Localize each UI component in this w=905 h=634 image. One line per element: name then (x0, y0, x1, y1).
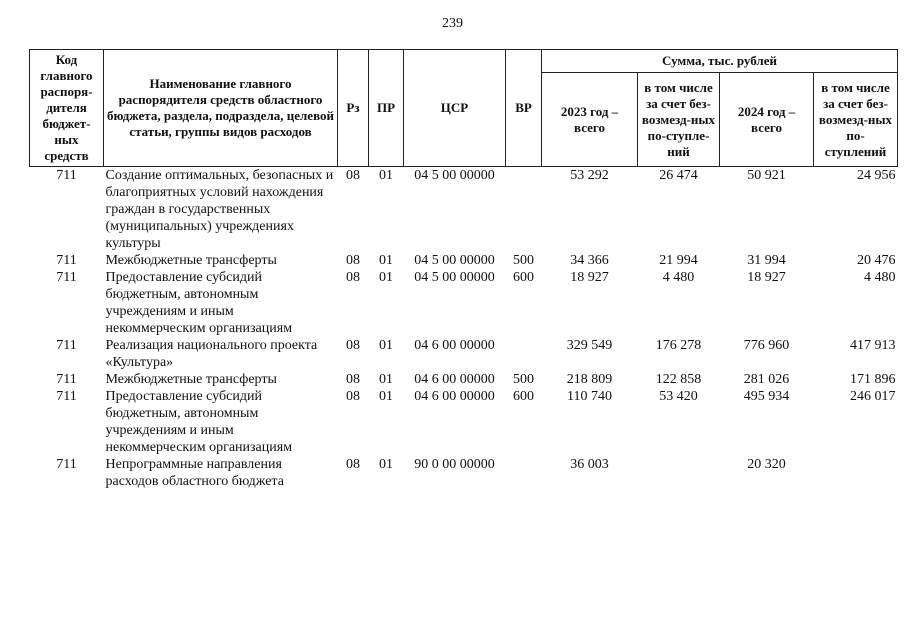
cell-2023-total: 53 292 (570, 168, 609, 183)
cell-2024-free: 417 913 (850, 338, 896, 353)
cell-2023-free: 176 278 (655, 338, 702, 353)
cell-rz: 08 (346, 338, 360, 353)
cell-name: Межбюджетные трансферты (105, 253, 277, 268)
cell-vr (506, 167, 542, 253)
cell-2024-free: 20 476 (857, 253, 896, 268)
budget-table (29, 49, 898, 494)
cell-2024-free (814, 456, 898, 494)
cell-code: 711 (56, 389, 77, 404)
cell-2024-total: 495 934 (743, 389, 790, 404)
cell-rz: 08 (346, 372, 360, 387)
table-row (30, 252, 898, 269)
cell-csr: 90 0 00 00000 (414, 457, 495, 472)
cell-name: Непрограммные направления расходов областного бюджета (105, 457, 284, 489)
table-row (30, 456, 898, 494)
header-2023-free: в том числе за счет без-возмезд-ных по-ступле-ний (638, 73, 720, 167)
header-2024-free: в том числе за счет без-возмезд-ных по-ступлений (814, 73, 898, 167)
header-vr: ВР (506, 50, 542, 167)
header-rz: Рз (338, 50, 369, 167)
cell-pr: 01 (379, 372, 393, 387)
cell-2023-free: 4 480 (662, 270, 695, 285)
cell-name: Создание оптимальных, безопасных и благоприятных условий нахождения граждан в государственных (муниципальных) учреждениях культуры (105, 168, 334, 251)
cell-code: 711 (56, 168, 77, 183)
cell-2023-free: 26 474 (659, 168, 698, 183)
cell-2024-free: 24 956 (857, 168, 896, 183)
cell-csr: 04 6 00 00000 (414, 338, 495, 353)
cell-vr: 500 (513, 253, 534, 268)
header-code: Код главного распоря-дителя бюджет-ных средств (30, 50, 104, 167)
cell-csr: 04 5 00 00000 (414, 168, 495, 183)
table-row (30, 269, 898, 337)
cell-code: 711 (56, 253, 77, 268)
header-sum-group: Сумма, тыс. рублей (542, 50, 898, 73)
cell-rz: 08 (346, 168, 360, 183)
cell-code: 711 (56, 457, 77, 472)
cell-vr (506, 456, 542, 494)
cell-vr (506, 337, 542, 371)
cell-2024-total: 281 026 (743, 372, 790, 387)
cell-2023-free: 122 858 (655, 372, 702, 387)
table-row (30, 167, 898, 253)
cell-2024-free: 171 896 (850, 372, 896, 387)
header-2023-total: 2023 год – всего (542, 73, 638, 167)
table-body (30, 167, 898, 495)
cell-csr: 04 5 00 00000 (414, 253, 495, 268)
table-row (30, 337, 898, 371)
cell-name: Предоставление субсидий бюджетным, автономным учреждениям и иным некоммерческим организациям (105, 270, 293, 336)
cell-csr: 04 6 00 00000 (414, 389, 495, 404)
cell-2023-total: 218 809 (566, 372, 613, 387)
cell-code: 711 (56, 372, 77, 387)
cell-2024-total: 18 927 (747, 270, 786, 285)
header-2024-total: 2024 год – всего (720, 73, 814, 167)
cell-pr: 01 (379, 253, 393, 268)
cell-name: Предоставление субсидий бюджетным, автономным учреждениям и иным некоммерческим организациям (105, 389, 293, 455)
header-pr: ПР (369, 50, 404, 167)
cell-rz: 08 (346, 457, 360, 472)
table-header (30, 50, 898, 167)
cell-rz: 08 (346, 253, 360, 268)
cell-vr: 500 (513, 372, 534, 387)
table-row (30, 388, 898, 456)
cell-code: 711 (56, 338, 77, 353)
header-name: Наименование главного распорядителя средств областного бюджета, раздела, подраздела, целевой статьи, группы видов расходов (104, 50, 338, 167)
cell-rz: 08 (346, 270, 360, 285)
cell-csr: 04 5 00 00000 (414, 270, 495, 285)
cell-2023-free: 21 994 (659, 253, 698, 268)
cell-vr: 600 (513, 389, 534, 404)
cell-name: Межбюджетные трансферты (105, 372, 277, 387)
cell-2023-free: 53 420 (659, 389, 698, 404)
cell-pr: 01 (379, 168, 393, 183)
cell-2024-total: 31 994 (747, 253, 786, 268)
page-number: 239 (442, 16, 463, 31)
cell-2023-total: 34 366 (570, 253, 609, 268)
cell-rz: 08 (346, 389, 360, 404)
cell-2024-total: 20 320 (747, 457, 786, 472)
cell-pr: 01 (379, 270, 393, 285)
cell-2023-total: 110 740 (567, 389, 612, 404)
cell-pr: 01 (379, 389, 393, 404)
table-row (30, 371, 898, 388)
cell-2023-free (638, 456, 720, 494)
cell-2023-total: 329 549 (566, 338, 613, 353)
cell-2024-total: 50 921 (747, 168, 786, 183)
cell-2023-total: 18 927 (570, 270, 609, 285)
cell-2024-total: 776 960 (743, 338, 790, 353)
cell-csr: 04 6 00 00000 (414, 372, 495, 387)
header-csr: ЦСР (404, 50, 506, 167)
cell-vr: 600 (513, 270, 534, 285)
cell-2023-total: 36 003 (570, 457, 609, 472)
cell-2024-free: 4 480 (864, 270, 896, 285)
cell-pr: 01 (379, 338, 393, 353)
cell-code: 711 (56, 270, 77, 285)
cell-2024-free: 246 017 (850, 389, 896, 404)
cell-pr: 01 (379, 457, 393, 472)
cell-name: Реализация национального проекта «Культура» (105, 338, 318, 370)
